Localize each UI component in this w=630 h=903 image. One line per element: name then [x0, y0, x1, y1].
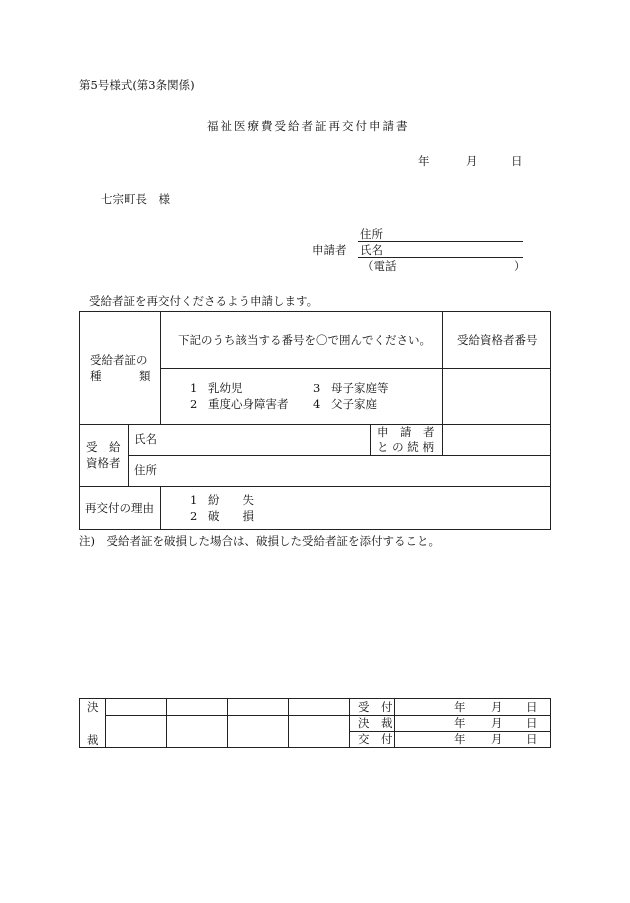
application-table [79, 311, 551, 530]
option-1-text: 乳幼児 [208, 381, 243, 395]
office-row-approved-year: 年 [454, 716, 466, 730]
option-4-num: 4 [313, 397, 321, 411]
recipient-label-line2: 資格者 [86, 456, 121, 470]
document-title: 福祉医療費受給者証再交付申請書 [207, 119, 410, 133]
option-4-text: 父子家庭 [331, 397, 377, 411]
office-row-received-label: 受 付 [358, 700, 393, 714]
request-text: 受給者証を再交付くださるよう申請します。 [89, 294, 319, 308]
office-row-issued-day: 日 [526, 732, 538, 746]
decision-label-char1: 決 [87, 700, 99, 714]
date-month: 月 [466, 154, 478, 168]
date-day: 日 [511, 154, 523, 168]
decision-label-char2: 裁 [87, 733, 99, 747]
relation-label-line1: 申 請 者 [377, 425, 435, 439]
office-row-approved-month: 月 [491, 716, 503, 730]
option-2-text: 重度心身障害者 [208, 397, 289, 411]
reason-2-text: 破 損 [208, 509, 254, 523]
applicant-name-line [358, 257, 523, 258]
recipient-name-label: 氏名 [134, 432, 157, 446]
qualification-number-field[interactable] [443, 369, 550, 423]
card-type-label-char1: 種 [90, 369, 102, 383]
recipient-label-line1: 受 給 [86, 440, 121, 454]
applicant-label: 申請者 [312, 243, 347, 257]
option-3-text: 母子家庭等 [331, 381, 389, 395]
option-3-num: 3 [313, 381, 321, 395]
office-row-received-year: 年 [454, 700, 466, 714]
reason-1-text: 紛 失 [208, 493, 254, 507]
qualification-number-header: 受給資格者番号 [457, 333, 538, 347]
reason-label: 再交付の理由 [85, 501, 154, 515]
reason-2-num: 2 [190, 509, 198, 523]
office-row-received-month: 月 [491, 700, 503, 714]
applicant-name-label: 氏名 [360, 243, 383, 257]
office-row-received-day: 日 [526, 700, 538, 714]
option-1-num: 1 [190, 381, 198, 395]
office-row-approved-day: 日 [526, 716, 538, 730]
form-number: 第5号様式(第3条関係) [79, 78, 195, 92]
card-type-label-char2: 類 [139, 369, 151, 383]
relation-field[interactable] [443, 425, 550, 454]
applicant-address-label: 住所 [360, 227, 383, 241]
card-type-label-line1: 受給者証の [90, 353, 148, 367]
applicant-address-line [358, 241, 523, 242]
office-row-approved-label: 決 裁 [358, 716, 393, 730]
applicant-phone-close: ） [514, 259, 526, 273]
office-row-issued-year: 年 [454, 732, 466, 746]
addressee: 七宗町長 様 [101, 192, 170, 206]
office-use-table [79, 698, 551, 748]
date-year: 年 [418, 154, 430, 168]
instruction-text: 下記のうち該当する番号を〇で囲んでください。 [178, 333, 431, 347]
recipient-name-field[interactable] [161, 425, 369, 454]
reason-1-num: 1 [190, 493, 198, 507]
office-row-issued-label: 交 付 [358, 732, 393, 746]
applicant-phone-open: （電話 [362, 259, 397, 273]
note-text: 注) 受給者証を破損した場合は、破損した受給者証を添付すること。 [79, 534, 440, 548]
recipient-address-label: 住所 [134, 463, 157, 477]
relation-label-line2: と の 続 柄 [377, 440, 434, 454]
office-row-issued-month: 月 [491, 732, 503, 746]
option-2-num: 2 [190, 397, 198, 411]
recipient-address-field[interactable] [161, 456, 550, 485]
